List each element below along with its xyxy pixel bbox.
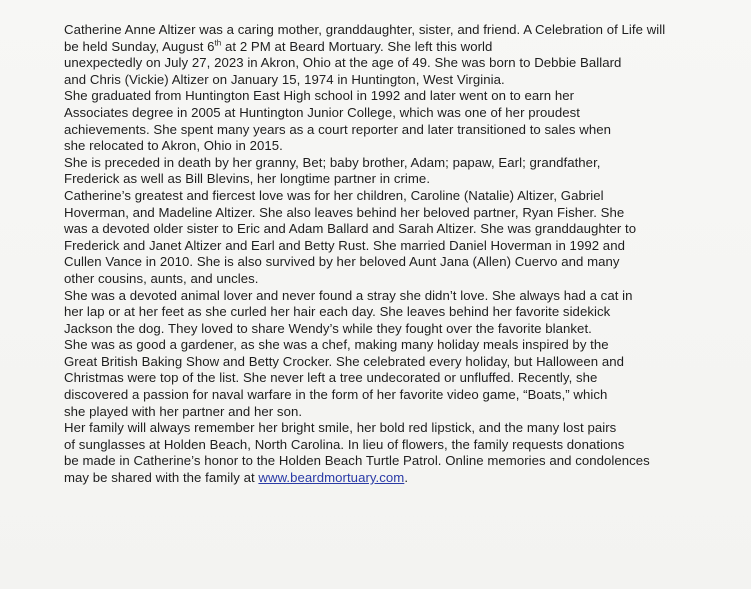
obituary-text <box>64 22 744 487</box>
beard-mortuary-link[interactable]: www.beardmortuary.com <box>258 470 405 486</box>
obituary-line: she relocated to Akron, Ohio in 2015. <box>64 138 283 154</box>
obituary-line: Associates degree in 2005 at Huntington Junior College, which was one of her proudest <box>64 104 580 120</box>
obituary-line: She was a devoted animal lover and never found a stray she didn’t love. She always had a cat in <box>64 287 633 303</box>
obituary-line <box>64 39 744 56</box>
obituary-line <box>64 470 744 487</box>
obituary-line: of sunglasses at Holden Beach, North Carolina. In lieu of flowers, the family requests donations <box>64 436 625 452</box>
obituary-line: Catherine’s greatest and fiercest love was for her children, Caroline (Natalie) Altizer, Gabriel <box>64 187 604 203</box>
obituary-line: She is preceded in death by her granny, Bet; baby brother, Adam; papaw, Earl; grandfather, <box>64 154 601 170</box>
obituary-line: Cullen Vance in 2010. She is also survived by her beloved Aunt Jana (Allen) Cuervo and many <box>64 254 620 270</box>
obituary-line: and Chris (Vickie) Altizer on January 15, 1974 in Huntington, West Virginia. <box>64 71 505 87</box>
obituary-line: her lap or at her feet as she curled her hair each day. She leaves behind her favorite sidekick <box>64 304 611 320</box>
obituary-line: Frederick as well as Bill Blevins, her longtime partner in crime. <box>64 171 431 187</box>
obituary-line: She was as good a gardener, as she was a chef, making many holiday meals inspired by the <box>64 337 609 353</box>
date-text: be held Sunday, August 6 <box>64 38 215 54</box>
ordinal-suffix: th <box>214 38 222 48</box>
last-line-end: . <box>404 470 409 486</box>
obituary-line: unexpectedly on July 27, 2023 in Akron, Ohio at the age of 49. She was born to Debbie Ballard <box>64 55 622 71</box>
obituary-line: was a devoted older sister to Eric and Adam Ballard and Sarah Altizer. She was granddaughter to <box>64 221 637 237</box>
obituary-line: Frederick and Janet Altizer and Earl and Betty Rust. She married Daniel Hoverman in 1992 and <box>64 237 625 253</box>
obituary-line: Her family will always remember her bright smile, her bold red lipstick, and the many lost pairs <box>64 420 617 436</box>
obituary-line: Jackson the dog. They loved to share Wendy’s while they fought over the favorite blanket. <box>64 320 592 336</box>
obituary-line: be made in Catherine’s honor to the Holden Beach Turtle Patrol. Online memories and condolences <box>64 453 650 469</box>
obituary-line: other cousins, aunts, and uncles. <box>64 270 259 286</box>
obituary-line: she played with her partner and her son. <box>64 403 303 419</box>
obituary-line: Great British Baking Show and Betty Crocker. She celebrated every holiday, but Halloween and <box>64 353 624 369</box>
event-text: at 2 PM at Beard Mortuary. She left this world <box>221 38 493 54</box>
obituary-line: discovered a passion for naval warfare in the form of her favorite video game, “Boats,” which <box>64 387 608 403</box>
obituary-line: achievements. She spent many years as a court reporter and later transitioned to sales when <box>64 121 611 137</box>
obituary-line: Catherine Anne Altizer was a caring mother, granddaughter, sister, and friend. A Celebration of Life will <box>64 22 666 37</box>
last-line-text: may be shared with the family at <box>64 470 259 486</box>
obituary-line: She graduated from Huntington East High school in 1992 and later went on to earn her <box>64 88 575 104</box>
obituary-line: Christmas were top of the list. She never left a tree undecorated or unfluffed. Recently, she <box>64 370 598 386</box>
obituary-line: Hoverman, and Madeline Altizer. She also leaves behind her beloved partner, Ryan Fisher. She <box>64 204 625 220</box>
